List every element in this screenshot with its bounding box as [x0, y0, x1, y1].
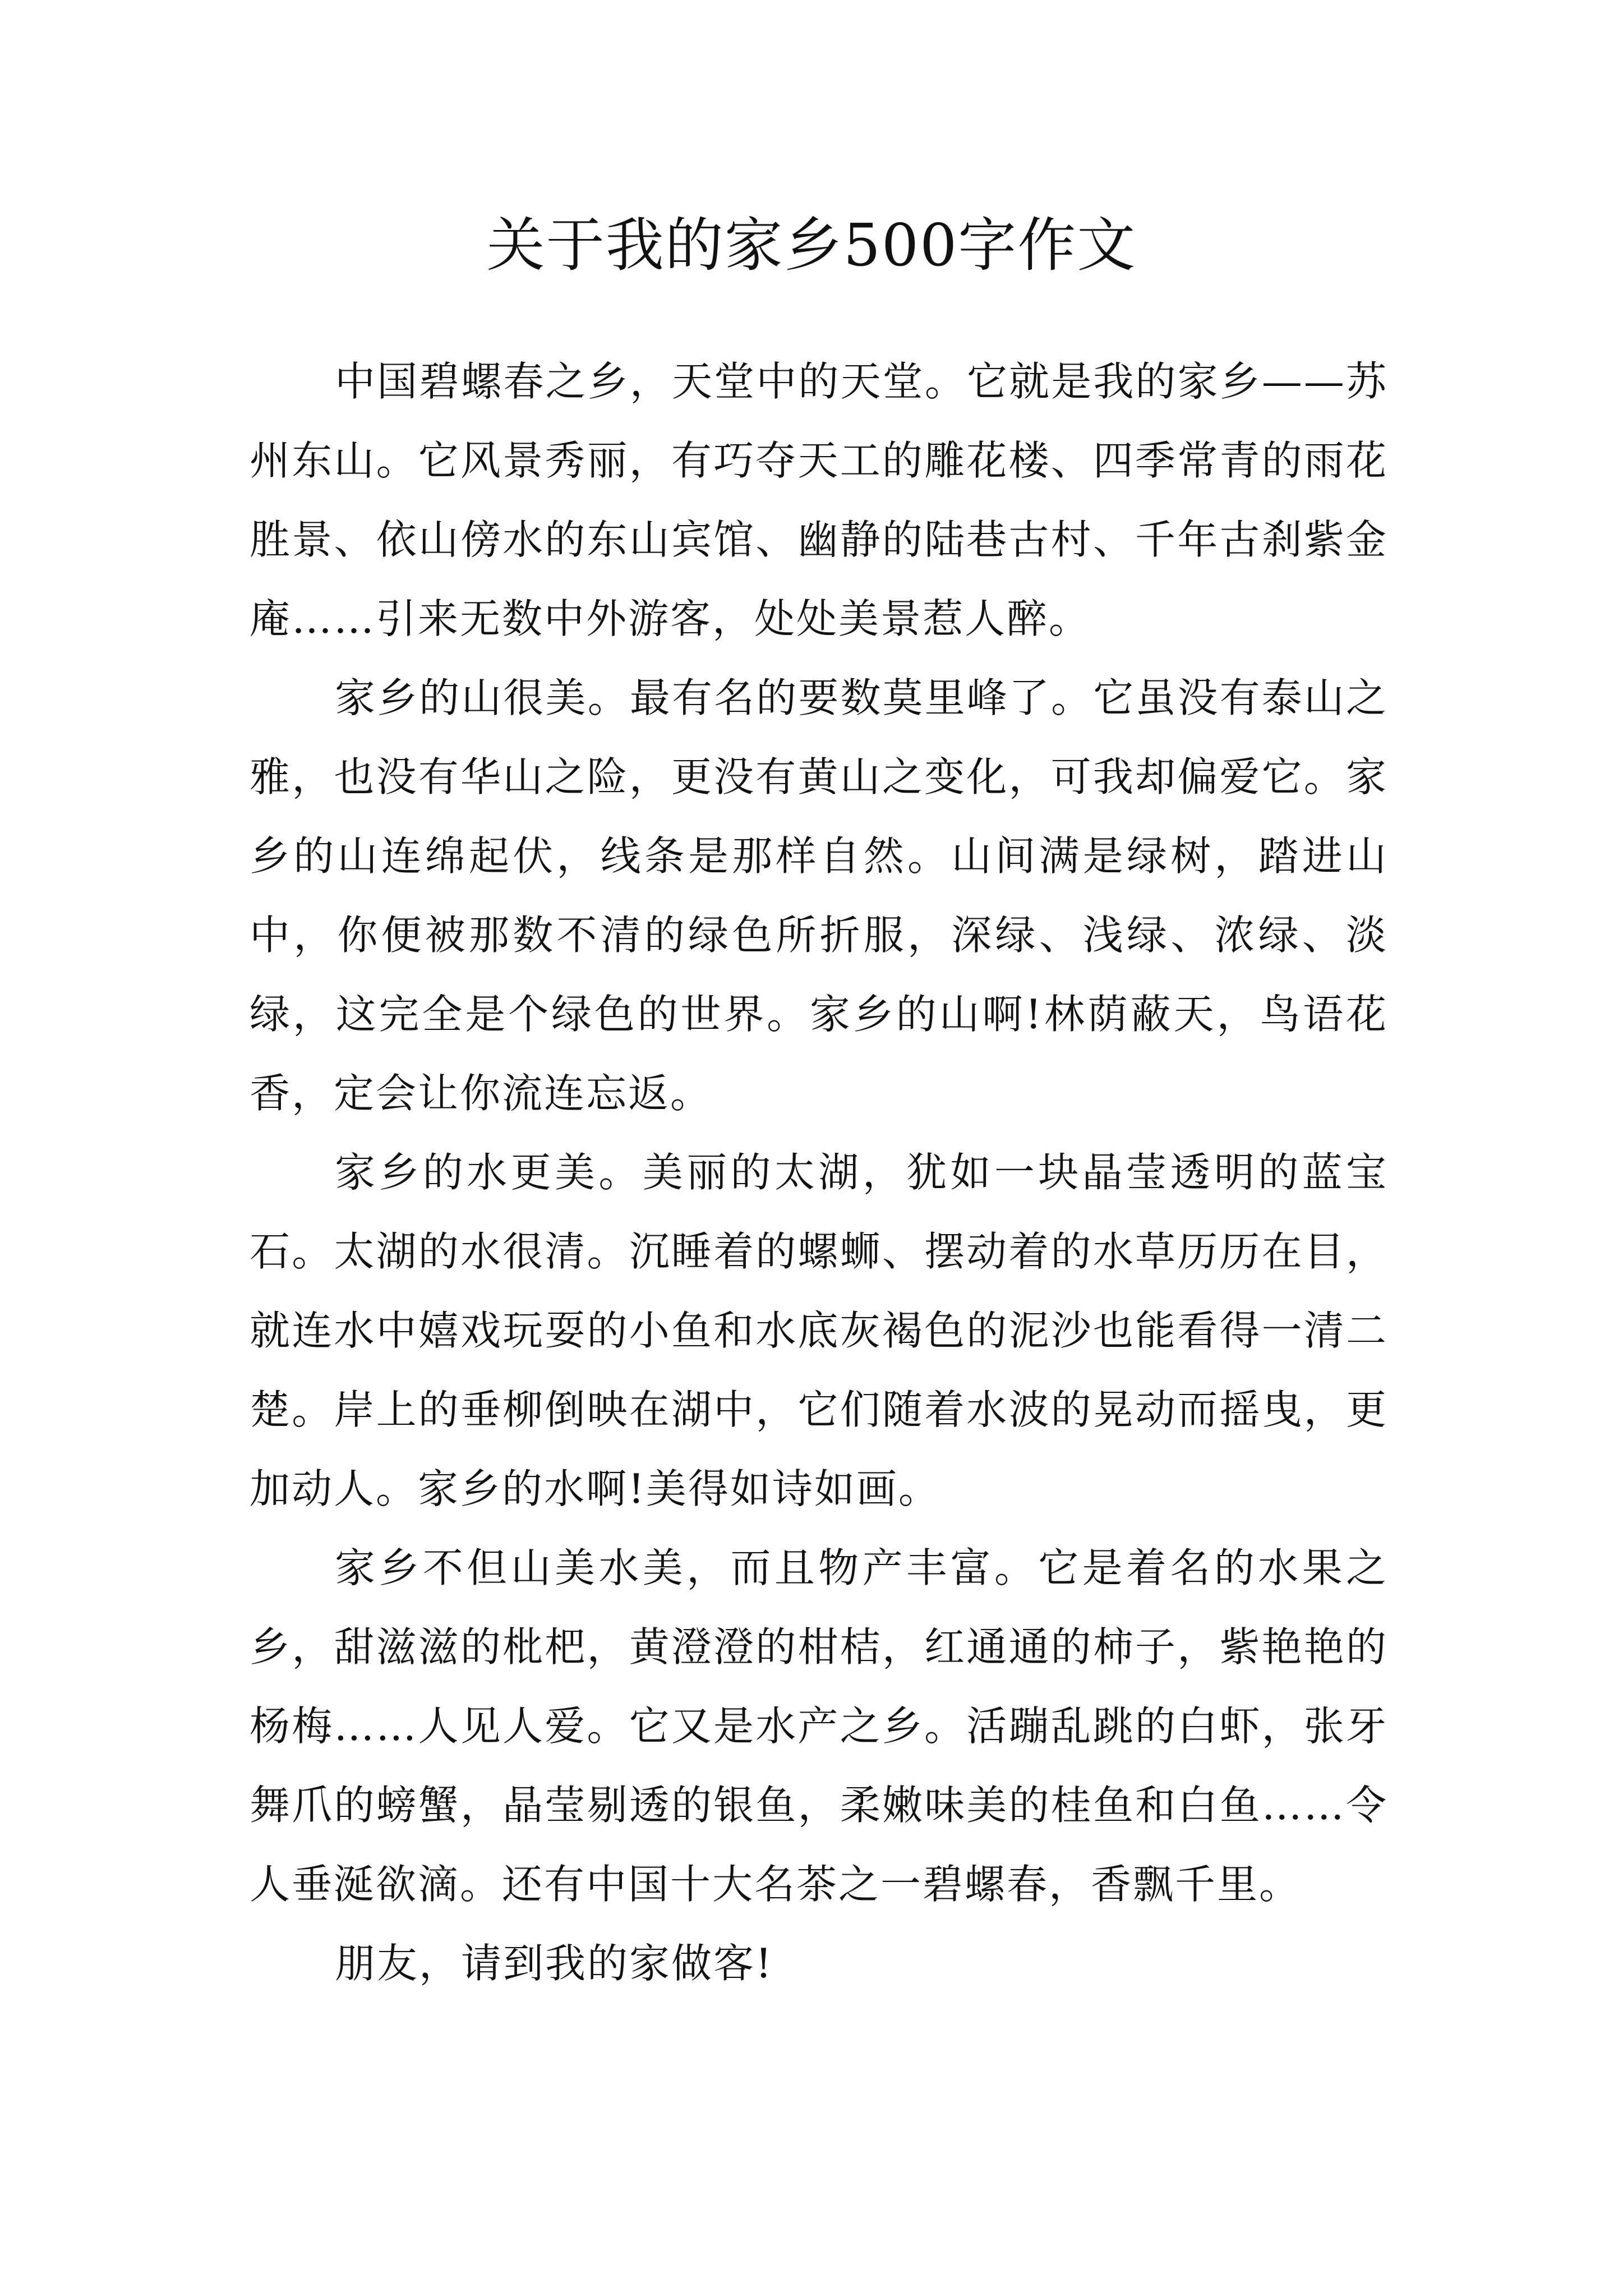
paragraph-5: 朋友，请到我的家做客!	[335, 1940, 773, 1987]
page-title: 关于我的家乡500字作文	[486, 211, 1137, 279]
paragraph-1: 中国碧螺春之乡，天堂中的天堂。它就是我的家乡——苏州东山。它风景秀丽，有巧夺天工的雕花楼、四季常青的雨花胜景、依山傍水的东山宾馆、幽静的陆巷古村、千年古刹紫金庵……引来无数中外游客，处处美景惹人醉。	[250, 358, 1388, 642]
paragraph-3: 家乡的水更美。美丽的太湖，犹如一块晶莹透明的蓝宝石。太湖的水很清。沉睡着的螺蛳、摆动着的水草历历在目，就连水中嬉戏玩耍的小鱼和水底灰褐色的泥沙也能看得一清二楚。岸上的垂柳倒映在湖中，它们随着水波的晃动而摇曳，更加动人。家乡的水啊!美得如诗如画。	[250, 1149, 1388, 1512]
paragraph-4: 家乡不但山美水美，而且物产丰富。它是着名的水果之乡，甜滋滋的枇杷，黄澄澄的柑桔，红通通的柿子，紫艳艳的杨梅……人见人爱。它又是水产之乡。活蹦乱跳的白虾，张牙舞爪的螃蟹，晶莹剔透的银鱼，柔嫩味美的桂鱼和白鱼……令人垂涎欲滴。还有中国十大名茶之一碧螺春，香飘千里。	[250, 1544, 1388, 1908]
essay-body	[250, 342, 1388, 2003]
paragraph-2: 家乡的山很美。最有名的要数莫里峰了。它虽没有泰山之雅，也没有华山之险，更没有黄山之变化，可我却偏爱它。家乡的山连绵起伏，线条是那样自然。山间满是绿树，踏进山中，你便被那数不清的绿色所折服，深绿、浅绿、浓绿、淡绿，这完全是个绿色的世界。家乡的山啊!林荫蔽天，鸟语花香，定会让你流连忘返。	[250, 674, 1388, 1117]
